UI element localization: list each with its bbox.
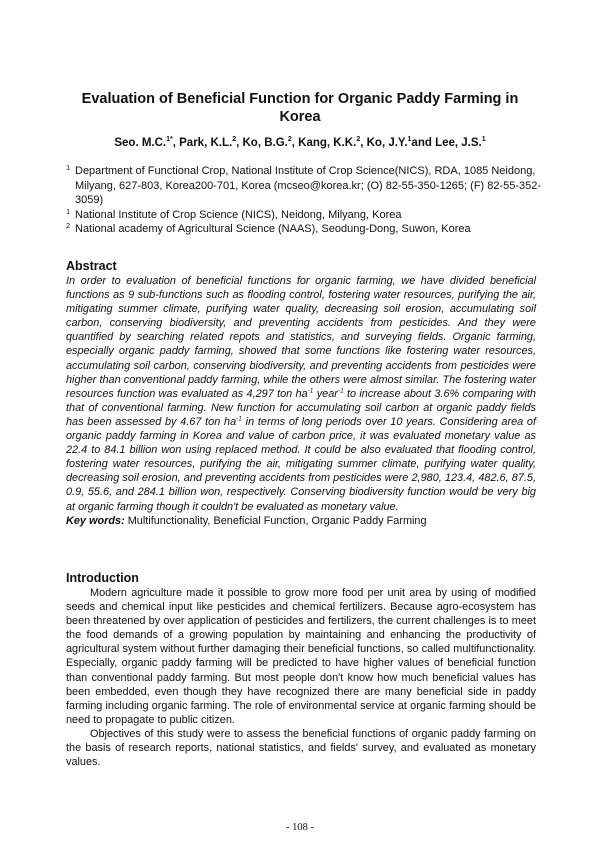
- author: Lee, J.S.$^1$: [435, 136, 486, 149]
- keywords-label: Key words:: [66, 514, 125, 527]
- author: Ko, B.G.$^2$,: [242, 136, 299, 149]
- affiliation: 2 National academy of Agricultural Science (NAAS), Seodung-Dong, Suwon, Korea: [66, 221, 471, 235]
- author: Ko, J.Y.$^1$and: [366, 136, 436, 149]
- intro-paragraph: Modern agriculture made it possible to grow more food per unit area by using of modified seeds and chemical input like pesticides and chemical fertilizers. Because agro-ecosystem has been threatened by over application of pesticides and fertilizers, the current challenges is to meet the food demands of a growing population by maintaining and enhancing the productivity of agricultural system without further damaging their beneficial functions, so called multifunctionality. Especially, organic paddy farming will be predicted to have higher values of beneficial function than conventional paddy farming. But most people don't know how much beneficial values has been embedded, even though they have recognized there are many beneficial side in paddy farming including organic farming. The role of environmental service at organic farming should be need to propagate to public citizen.: [66, 587, 536, 726]
- affiliations: [66, 164, 546, 237]
- author-list: [60, 136, 540, 151]
- paper-title: Evaluation of Beneficial Function for Organic Paddy Farming in Korea: [81, 91, 519, 125]
- affiliation: 1 National Institute of Crop Science (NICS), Neidong, Milyang, Korea: [66, 206, 402, 221]
- author: Seo. M.C.$^{1*}$,: [114, 136, 180, 149]
- abstract-text: In order to evaluation of beneficial functions for organic farming, we have divided beneficial functions as 9 sub-functions such as flooding control, fostering water resources, purifying the air, mitigating summer climate, purifying water quality, decreasing soil erosion, accumulating soil carbon, conserving biodiversity, and preventing accidents from pesticides. And they were quantified by searching related repots and statistics, and surveying fields. Organic farming, especially organic paddy farming, showed that some functions like fostering water resources, accumulating soil carbon, conserving biodiversity, and preventing accidents from pesticides were higher than conventional paddy farming, while the others were almost similar. The fostering water resources function was evaluated as 4,297 ton $ha^{-1}$ year$^{-1}$ to increase about 3.6% comparing with that of conventional farming. New function for accumulating soil carbon at organic paddy fields has been assessed by 4.67 ton $ha^{-1}$ in terms of long periods over 10 years. Considering area of organic paddy farming in Korea and value of carbon price, it was evaluated monetary value as 22.4 to 84.1 billion won using replaced method. It could be also evaluated that flooding control, fostering water resources, purifying the air, mitigating summer climate, purifying water quality, decreasing soil erosion, and preventing accidents from pesticides were 2,980, 123.4, 482.6, 87.5, 0.9, 55.6, and 284.1 billion won, respectively. Conserving biodiversity function would be very big at organic farming though it couldn't be evaluated as monetary value.: [66, 275, 536, 513]
- abstract-section: [66, 259, 536, 528]
- introduction-heading: Introduction: [66, 571, 139, 585]
- author: Park, K.L.$^2$,: [179, 136, 243, 149]
- keywords-text: Multifunctionality, Beneficial Function, Organic Paddy Farming: [124, 514, 427, 527]
- intro-paragraph: Objectives of this study were to assess the beneficial functions of organic paddy farming on the basis of research reports, national statistics, and fields' survey, and evaluated as monetary values.: [66, 727, 536, 769]
- author: Kang, K.K.$^2$,: [298, 136, 367, 149]
- affiliation: 1 Department of Functional Crop, National Institute of Crop Science(NICS), RDA, 1085 Neidong, Milyang, 627-803, Korea200-701, Korea (mcseo@korea.kr; (O) 82-55-350-1265; (F) 82-55-352-3059): [66, 163, 542, 206]
- introduction-section: [66, 571, 536, 769]
- keywords: [66, 514, 536, 528]
- abstract-heading: Abstract: [66, 259, 117, 273]
- page-number: - 108 -: [286, 822, 314, 833]
